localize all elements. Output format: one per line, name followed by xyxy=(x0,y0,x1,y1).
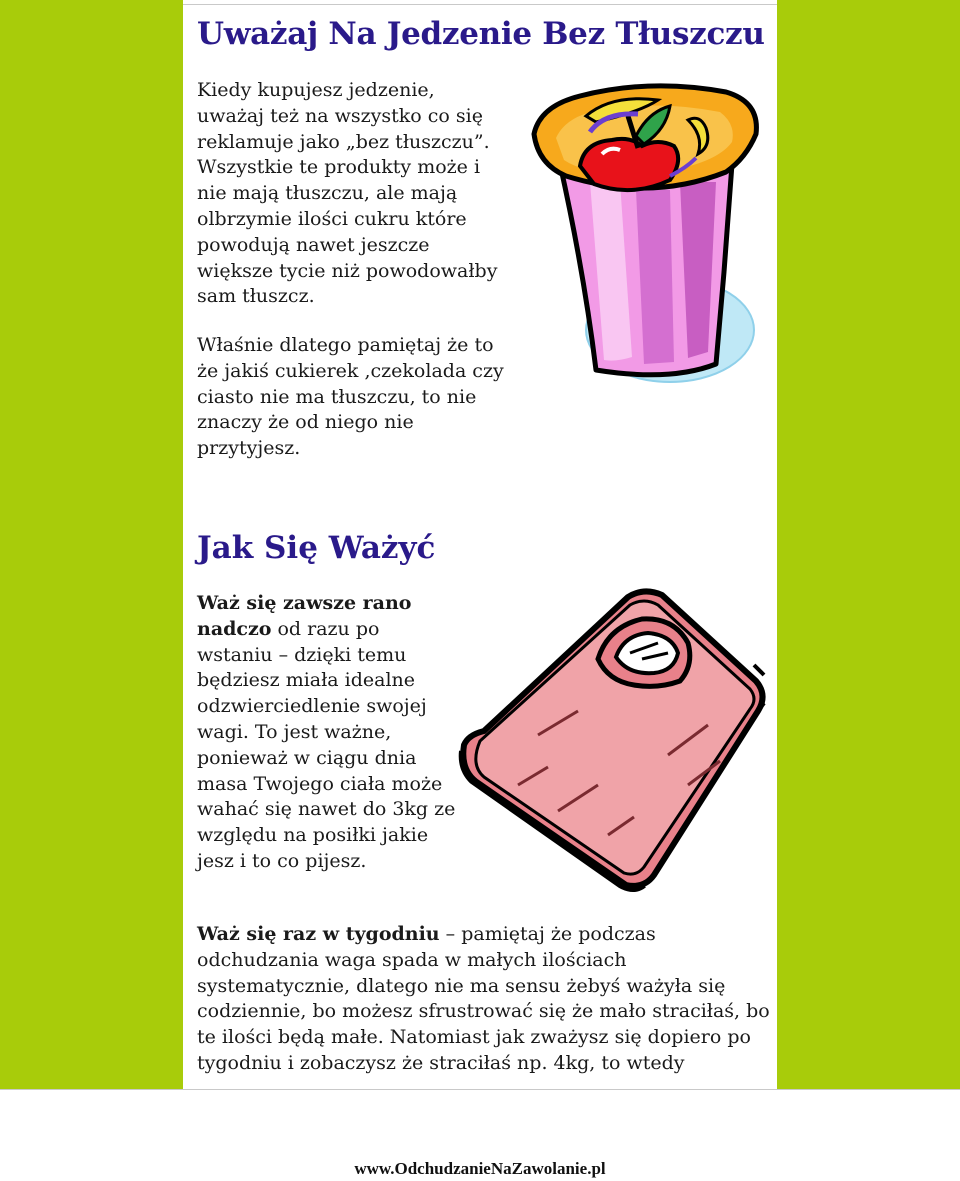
page-bottom-border xyxy=(0,1089,960,1090)
morning-tip-text: od razu po wstaniu – dzięki temu będziesz miała idealne odzwierciedlenie swojej wagi. To jest ważne, ponieważ w ciągu dnia masa Twojego ciała może wahać się nawet do 3kg ze względu na posiłki jakie jesz i to co pijesz. xyxy=(197,617,456,872)
weekly-tip-text: – pamiętaj że podczas odchudzania waga spada w małych ilościach systematycznie, dlatego nie ma sensu żebyś ważyła się codziennie, bo możesz sfrustrować się że mało straciłaś, bo te ilości będą małe. Natomiast jak zważysz się dopiero po tygodniu i zobaczysz że straciłaś np. 4kg, to wtedy xyxy=(197,923,770,1074)
section-title-fat-free: Uważaj Na Jedzenie Bez Tłuszczu xyxy=(197,16,765,52)
page-top-border xyxy=(183,4,777,5)
paragraph-weekly-weighing xyxy=(197,922,772,1077)
yogurt-cup-illustration xyxy=(520,72,768,392)
paragraph-fat-free-reminder: Właśnie dlatego pamiętaj że to że jakiś cukierek ,czekolada czy ciasto nie ma tłuszczu, to nie znaczy że od niego nie przytyjesz. xyxy=(197,334,504,460)
bathroom-scale-illustration xyxy=(458,585,770,895)
section-title-weighing: Jak Się Ważyć xyxy=(197,530,436,566)
left-green-margin xyxy=(0,0,183,1090)
paragraph-fat-free-intro: Kiedy kupujesz jedzenie, uważaj też na wszystko co się reklamuje jako „bez tłuszczu”. Wszystkie te produkty może i nie mają tłuszczu, ale mają olbrzymie ilości cukru które powodują nawet jeszcze większe tycie niż powodowałby sam tłuszcz. xyxy=(197,79,498,308)
paragraph-morning-weighing xyxy=(197,591,459,875)
footer-website-link[interactable]: www.OdchudzanieNaZawolanie.pl xyxy=(354,1159,606,1178)
bold-weekly-tip: Waż się raz w tygodniu xyxy=(197,923,440,945)
right-green-margin xyxy=(777,0,960,1090)
bold-morning-tip: Waż się zawsze rano nadczo xyxy=(197,592,412,640)
